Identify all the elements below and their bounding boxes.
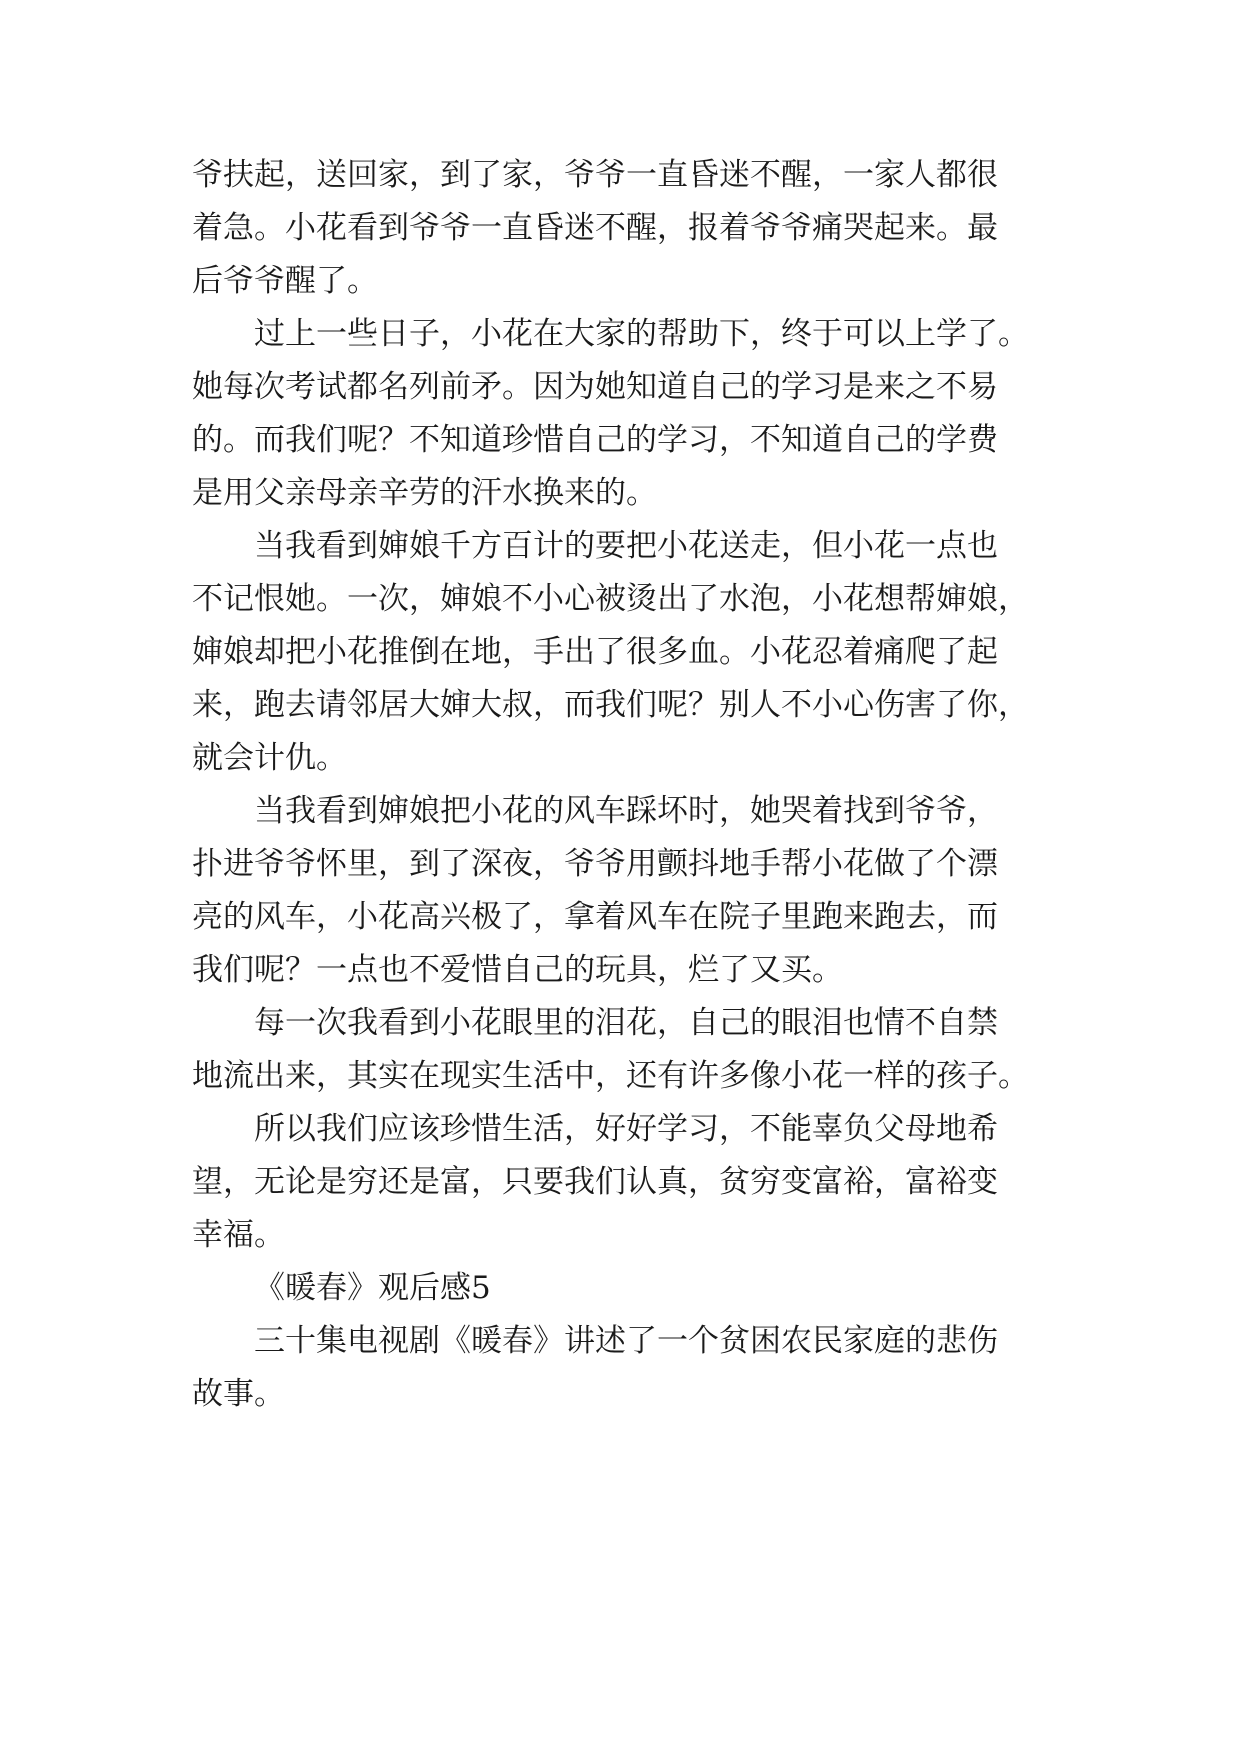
text-line: 我们呢？一点也不爱惜自己的玩具，烂了又买。 (192, 952, 843, 988)
text-line: 婶娘却把小花推倒在地，手出了很多血。小花忍着痛爬了起 (192, 634, 998, 670)
text-line: 地流出来，其实在现实生活中，还有许多像小花一样的孩子。 (192, 1058, 1029, 1094)
text-line: 扑进爷爷怀里，到了深夜，爷爷用颤抖地手帮小花做了个漂 (192, 846, 998, 882)
text-line: 就会计仇。 (192, 740, 347, 776)
text-line: 过上一些日子，小花在大家的帮助下，终于可以上学了。 (254, 316, 1029, 352)
text-line: 当我看到婶娘千方百计的要把小花送走，但小花一点也 (254, 528, 998, 564)
text-line: 是用父亲母亲辛劳的汗水换来的。 (192, 475, 657, 511)
text-line: 三十集电视剧《暖春》讲述了一个贫困农民家庭的悲伤 (254, 1323, 998, 1359)
section-heading: 《暖春》观后感5 (254, 1270, 491, 1306)
text-line: 后爷爷醒了。 (192, 263, 378, 299)
text-line: 当我看到婶娘把小花的风车踩坏时，她哭着找到爷爷， (254, 793, 998, 829)
text-line: 着急。小花看到爷爷一直昏迷不醒，报着爷爷痛哭起来。最 (192, 210, 998, 246)
text-line: 所以我们应该珍惜生活，好好学习，不能辜负父母地希 (254, 1111, 998, 1147)
text-line: 望，无论是穷还是富，只要我们认真，贫穷变富裕，富裕变 (192, 1164, 998, 1200)
text-line: 每一次我看到小花眼里的泪花，自己的眼泪也情不自禁 (254, 1005, 998, 1041)
text-line: 不记恨她。一次，婶娘不小心被烫出了水泡，小花想帮婶娘， (192, 581, 1029, 617)
text-line: 爷扶起，送回家，到了家，爷爷一直昏迷不醒，一家人都很 (192, 157, 998, 193)
text-line: 她每次考试都名列前矛。因为她知道自己的学习是来之不易 (192, 369, 998, 405)
text-line: 故事。 (192, 1376, 285, 1412)
text-line: 幸福。 (192, 1217, 285, 1253)
text-line: 来，跑去请邻居大婶大叔，而我们呢？别人不小心伤害了你， (192, 687, 1029, 723)
text-line: 的。而我们呢？不知道珍惜自己的学习，不知道自己的学费 (192, 422, 998, 458)
text-line: 亮的风车，小花高兴极了，拿着风车在院子里跑来跑去，而 (192, 899, 998, 935)
